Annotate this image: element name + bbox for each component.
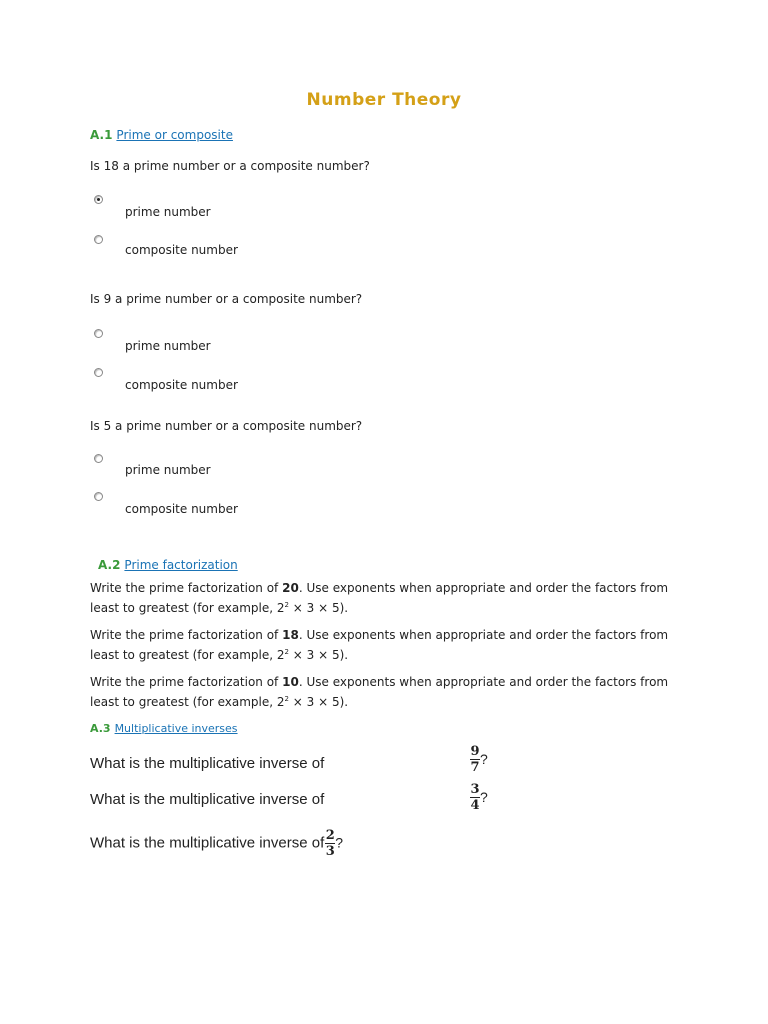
q1-prime-label: prime number [125,205,211,219]
inverse-question-2-text: What is the multiplicative inverse of [90,791,325,808]
factorization-question-2: Write the prime factorization of 18. Use exponents when appropriate and order the factors from least to greatest (for example, $2^2 \times 3 \times 5$). [90,628,669,662]
question-1-text: Is 18 a prime number or a composite number? [90,159,370,173]
q1-prime-radio[interactable] [94,195,103,204]
factorization-question-3: Write the prime factorization of 10. Use exponents when appropriate and order the factors from least to greatest (for example, $2^2 \times 3 \times 5$). [90,675,669,709]
q3-composite-label: composite number [125,502,238,516]
q3-composite-radio[interactable] [94,492,103,501]
section-code: A.1 [90,128,113,142]
section-a2-header [98,558,238,572]
page-title: Number Theory [306,90,462,110]
factorization-question-1: Write the prime factorization of 20. Use exponents when appropriate and order the factors from least to greatest (for example, $2^2 \times 3 \times 5$). [90,581,669,615]
inverse-question-1-text: What is the multiplicative inverse of [90,755,325,772]
question-3-text: Is 5 a prime number or a composite number? [90,419,363,433]
inverse-question-2-fraction: $\frac{3}{4}$ ? [470,782,488,813]
q3-prime-radio[interactable] [94,454,103,463]
inverse-question-1-fraction: $\frac{9}{7}$ ? [470,744,488,775]
question-2-text: Is 9 a prime number or a composite number? [90,292,363,306]
section-a1-header [90,128,233,142]
section-a3-header [90,722,238,735]
q3-prime-label: prime number [125,463,211,477]
q2-composite-radio[interactable] [94,368,103,377]
q2-prime-radio[interactable] [94,329,103,338]
inverse-question-3: What is the multiplicative inverse of $\frac{2}{3}$ ? [90,828,344,859]
q1-composite-radio[interactable] [94,235,103,244]
q1-composite-label: composite number [125,243,238,257]
section-code: A.3 [90,722,111,735]
prime-or-composite-link[interactable]: Prime or composite [116,128,233,142]
prime-factorization-link[interactable]: Prime factorization [124,558,238,572]
q2-prime-label: prime number [125,339,211,353]
multiplicative-inverses-link[interactable]: Multiplicative inverses [114,722,238,735]
section-code: A.2 [98,558,121,572]
q2-composite-label: composite number [125,378,238,392]
